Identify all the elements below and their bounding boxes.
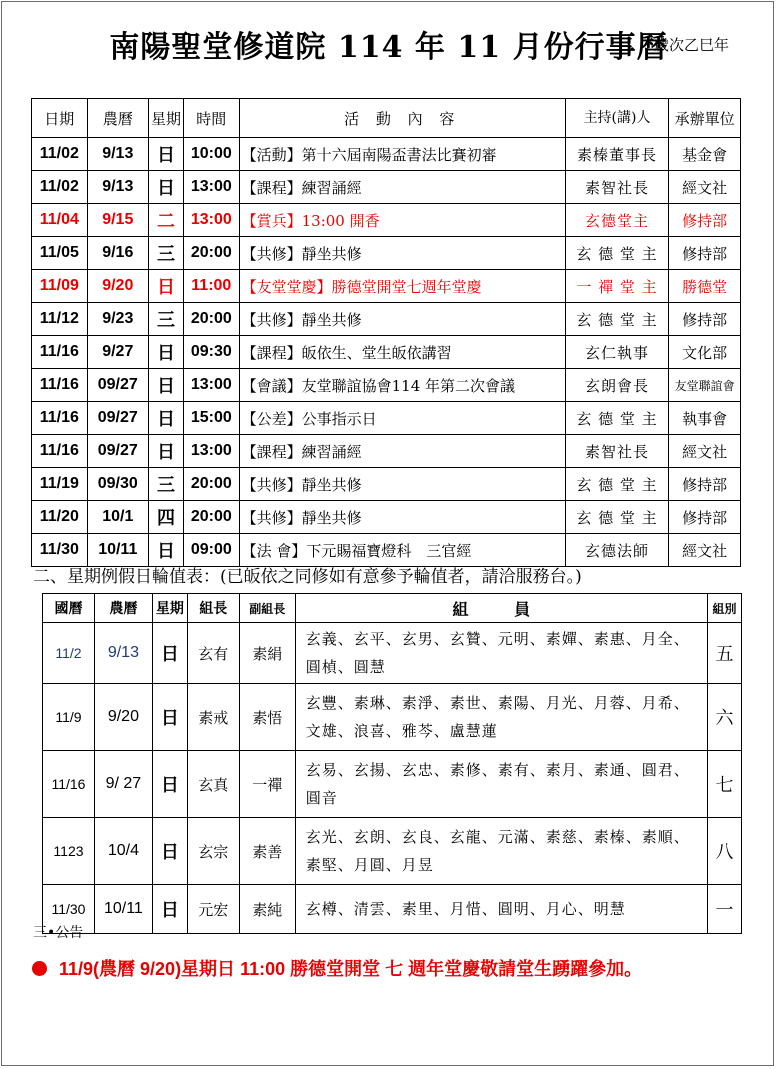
schedule-cell-week: 日 [148, 402, 183, 435]
schedule-cell-host: 素榛董事長 [565, 138, 668, 171]
schedule-cell-week: 日 [148, 171, 183, 204]
schedule-cell-date: 11/04 [32, 204, 88, 237]
schedule-cell-lunar: 10/11 [87, 534, 148, 567]
schedule-cell-org: 修持部 [669, 501, 741, 534]
col-date: 日期 [32, 99, 88, 138]
schedule-cell-week: 日 [148, 336, 183, 369]
schedule-cell-host: 玄德法師 [565, 534, 668, 567]
schedule-cell-time: 13:00 [183, 204, 239, 237]
duty-cell-group: 六 [707, 684, 741, 751]
schedule-cell-time: 13:00 [183, 369, 239, 402]
duty-cell-date: 11/9 [43, 684, 95, 751]
schedule-cell-activity: 【會議】友堂聯誼協會114 年第二次會議 [239, 369, 565, 402]
announcement-section-title: 三•公告 [33, 925, 84, 941]
duty-body [43, 623, 742, 934]
col-activity: 活 動 內 容 [239, 99, 565, 138]
schedule-cell-week: 四 [148, 501, 183, 534]
schedule-cell-date: 11/02 [32, 171, 88, 204]
schedule-cell-week: 二 [148, 204, 183, 237]
schedule-cell-lunar: 9/23 [87, 303, 148, 336]
schedule-cell-lunar: 09/27 [87, 435, 148, 468]
duty-cell-week: 日 [152, 818, 187, 885]
schedule-cell-activity: 【共修】靜坐共修 [239, 303, 565, 336]
duty-col-group: 組別 [707, 594, 741, 623]
duty-row [43, 684, 742, 751]
duty-cell-vice: 素悟 [239, 684, 295, 751]
schedule-cell-org: 基金會 [669, 138, 741, 171]
schedule-cell-activity: 【課程】練習誦經 [239, 171, 565, 204]
duty-cell-date: 11/16 [43, 751, 95, 818]
schedule-cell-org: 修持部 [669, 468, 741, 501]
page-title: 南陽聖堂修道院 114 年 11 月份行事曆 [109, 30, 668, 65]
duty-cell-members: 玄易、玄揚、玄忠、素修、素有、素月、素通、圓君、圓音 [295, 751, 707, 818]
schedule-cell-time: 13:00 [183, 171, 239, 204]
schedule-row [32, 237, 741, 270]
schedule-cell-date: 11/12 [32, 303, 88, 336]
duty-cell-week: 日 [152, 684, 187, 751]
schedule-cell-week: 日 [148, 369, 183, 402]
announcement-text: 11/9(農曆 9/20)星期日 11:00 勝德堂開堂 七 週年堂慶敬請堂生踴躍參加。 [59, 959, 643, 979]
schedule-row [32, 402, 741, 435]
schedule-cell-date: 11/16 [32, 369, 88, 402]
duty-col-lunar: 農曆 [94, 594, 152, 623]
schedule-cell-date: 11/30 [32, 534, 88, 567]
schedule-row [32, 435, 741, 468]
schedule-body [32, 138, 741, 567]
duty-cell-members: 玄光、玄朗、玄良、玄龍、元滿、素慈、素榛、素順、素堅、月圓、月昱 [295, 818, 707, 885]
schedule-cell-week: 日 [148, 534, 183, 567]
schedule-row [32, 369, 741, 402]
duty-cell-leader: 玄真 [187, 751, 239, 818]
col-week: 星期 [148, 99, 183, 138]
schedule-cell-lunar: 9/13 [87, 138, 148, 171]
schedule-cell-date: 11/16 [32, 336, 88, 369]
schedule-cell-time: 20:00 [183, 468, 239, 501]
schedule-cell-date: 11/09 [32, 270, 88, 303]
schedule-cell-org: 友堂聯誼會 [669, 369, 741, 402]
schedule-row [32, 501, 741, 534]
duty-col-date: 國曆 [43, 594, 95, 623]
announcement [32, 955, 642, 981]
duty-cell-date: 11/30 [43, 885, 95, 934]
duty-row [43, 885, 742, 934]
schedule-cell-host: 一 禪 堂 主 [565, 270, 668, 303]
schedule-cell-week: 日 [148, 138, 183, 171]
duty-cell-leader: 玄宗 [187, 818, 239, 885]
schedule-cell-activity: 【賞兵】13:00 開香 [239, 204, 565, 237]
schedule-cell-lunar: 9/20 [87, 270, 148, 303]
schedule-header-row [32, 99, 741, 138]
schedule-row [32, 336, 741, 369]
schedule-cell-host: 玄 德 堂 主 [565, 237, 668, 270]
schedule-cell-activity: 【公差】公事指示日 [239, 402, 565, 435]
duty-cell-group: 五 [707, 623, 741, 684]
schedule-cell-week: 三 [148, 303, 183, 336]
schedule-cell-org: 經文社 [669, 435, 741, 468]
duty-cell-date: 1123 [43, 818, 95, 885]
title-block [0, 22, 777, 66]
schedule-cell-org: 執事會 [669, 402, 741, 435]
schedule-cell-lunar: 10/1 [87, 501, 148, 534]
schedule-cell-lunar: 09/27 [87, 402, 148, 435]
schedule-cell-org: 修持部 [669, 204, 741, 237]
schedule-cell-activity: 【課程】皈依生、堂生皈依講習 [239, 336, 565, 369]
schedule-cell-time: 15:00 [183, 402, 239, 435]
schedule-cell-time: 09:00 [183, 534, 239, 567]
schedule-cell-activity: 【共修】靜坐共修 [239, 468, 565, 501]
schedule-cell-week: 日 [148, 270, 183, 303]
duty-cell-date: 11/2 [43, 623, 95, 684]
schedule-table [31, 98, 741, 567]
schedule-cell-lunar: 09/30 [87, 468, 148, 501]
duty-cell-lunar: 10/4 [94, 818, 152, 885]
schedule-cell-week: 三 [148, 237, 183, 270]
schedule-cell-host: 玄德堂主 [565, 204, 668, 237]
schedule-cell-date: 11/16 [32, 435, 88, 468]
schedule-cell-time: 13:00 [183, 435, 239, 468]
duty-cell-vice: 素純 [239, 885, 295, 934]
schedule-cell-lunar: 9/13 [87, 171, 148, 204]
year-label: 歲次乙巳年 [653, 36, 729, 54]
schedule-cell-activity: 【法 會】下元賜福寶燈科 三官經 [239, 534, 565, 567]
duty-cell-members: 玄樽、清雲、素里、月惜、圓明、月心、明慧 [295, 885, 707, 934]
col-lunar: 農曆 [87, 99, 148, 138]
duty-cell-group: 一 [707, 885, 741, 934]
duty-cell-leader: 素戒 [187, 684, 239, 751]
col-time: 時間 [183, 99, 239, 138]
schedule-cell-time: 20:00 [183, 501, 239, 534]
schedule-cell-host: 玄仁執事 [565, 336, 668, 369]
schedule-cell-org: 文化部 [669, 336, 741, 369]
duty-col-week: 星期 [152, 594, 187, 623]
duty-col-members: 組 員 [295, 594, 707, 623]
schedule-cell-org: 修持部 [669, 303, 741, 336]
schedule-cell-date: 11/05 [32, 237, 88, 270]
duty-row [43, 818, 742, 885]
duty-cell-week: 日 [152, 623, 187, 684]
schedule-cell-activity: 【共修】靜坐共修 [239, 501, 565, 534]
schedule-cell-host: 素智社長 [565, 171, 668, 204]
duty-cell-week: 日 [152, 751, 187, 818]
schedule-cell-time: 09:30 [183, 336, 239, 369]
duty-cell-leader: 元宏 [187, 885, 239, 934]
duty-cell-leader: 玄有 [187, 623, 239, 684]
schedule-cell-time: 20:00 [183, 303, 239, 336]
schedule-cell-activity: 【友堂堂慶】勝德堂開堂七週年堂慶 [239, 270, 565, 303]
col-org: 承辦單位 [669, 99, 741, 138]
schedule-cell-lunar: 09/27 [87, 369, 148, 402]
schedule-cell-lunar: 9/27 [87, 336, 148, 369]
duty-cell-lunar: 10/11 [94, 885, 152, 934]
schedule-cell-host: 玄 德 堂 主 [565, 468, 668, 501]
duty-header-row [43, 594, 742, 623]
schedule-cell-week: 三 [148, 468, 183, 501]
schedule-cell-org: 修持部 [669, 237, 741, 270]
duty-cell-group: 七 [707, 751, 741, 818]
schedule-cell-host: 玄 德 堂 主 [565, 303, 668, 336]
duty-cell-members: 玄豐、素琳、素淨、素世、素陽、月光、月蓉、月希、文雄、浪喜、雅芩、盧慧蓮 [295, 684, 707, 751]
duty-col-vice: 副組長 [239, 594, 295, 623]
schedule-cell-activity: 【課程】練習誦經 [239, 435, 565, 468]
col-host: 主持(講)人 [565, 99, 668, 138]
schedule-cell-date: 11/19 [32, 468, 88, 501]
schedule-cell-date: 11/16 [32, 402, 88, 435]
schedule-cell-host: 玄 德 堂 主 [565, 402, 668, 435]
duty-row [43, 751, 742, 818]
schedule-row [32, 270, 741, 303]
duty-cell-lunar: 9/13 [94, 623, 152, 684]
schedule-cell-lunar: 9/16 [87, 237, 148, 270]
duty-cell-vice: 一禪 [239, 751, 295, 818]
bullet-icon [32, 961, 47, 976]
schedule-cell-time: 20:00 [183, 237, 239, 270]
schedule-row [32, 138, 741, 171]
schedule-row [32, 204, 741, 237]
duty-section-title: 二、星期例假日輪值表：(已皈依之同修如有意參予輪值者，請洽服務台。) [33, 567, 582, 587]
schedule-cell-time: 11:00 [183, 270, 239, 303]
duty-cell-members: 玄義、玄平、玄男、玄贊、元明、素嬋、素惠、月全、圓楨、圓慧 [295, 623, 707, 684]
schedule-cell-org: 經文社 [669, 534, 741, 567]
duty-cell-vice: 素善 [239, 818, 295, 885]
schedule-cell-date: 11/20 [32, 501, 88, 534]
schedule-cell-host: 玄 德 堂 主 [565, 501, 668, 534]
duty-cell-week: 日 [152, 885, 187, 934]
duty-row [43, 623, 742, 684]
schedule-cell-host: 素智社長 [565, 435, 668, 468]
schedule-cell-org: 勝德堂 [669, 270, 741, 303]
duty-table [42, 593, 742, 934]
schedule-cell-time: 10:00 [183, 138, 239, 171]
schedule-row [32, 171, 741, 204]
schedule-row [32, 303, 741, 336]
schedule-cell-activity: 【活動】第十六屆南陽盃書法比賽初審 [239, 138, 565, 171]
duty-cell-group: 八 [707, 818, 741, 885]
schedule-cell-week: 日 [148, 435, 183, 468]
duty-col-leader: 組長 [187, 594, 239, 623]
duty-cell-lunar: 9/20 [94, 684, 152, 751]
schedule-cell-date: 11/02 [32, 138, 88, 171]
schedule-cell-activity: 【共修】靜坐共修 [239, 237, 565, 270]
schedule-cell-host: 玄朗會長 [565, 369, 668, 402]
schedule-cell-org: 經文社 [669, 171, 741, 204]
duty-cell-vice: 素絹 [239, 623, 295, 684]
duty-cell-lunar: 9/ 27 [94, 751, 152, 818]
schedule-cell-lunar: 9/15 [87, 204, 148, 237]
schedule-row [32, 468, 741, 501]
